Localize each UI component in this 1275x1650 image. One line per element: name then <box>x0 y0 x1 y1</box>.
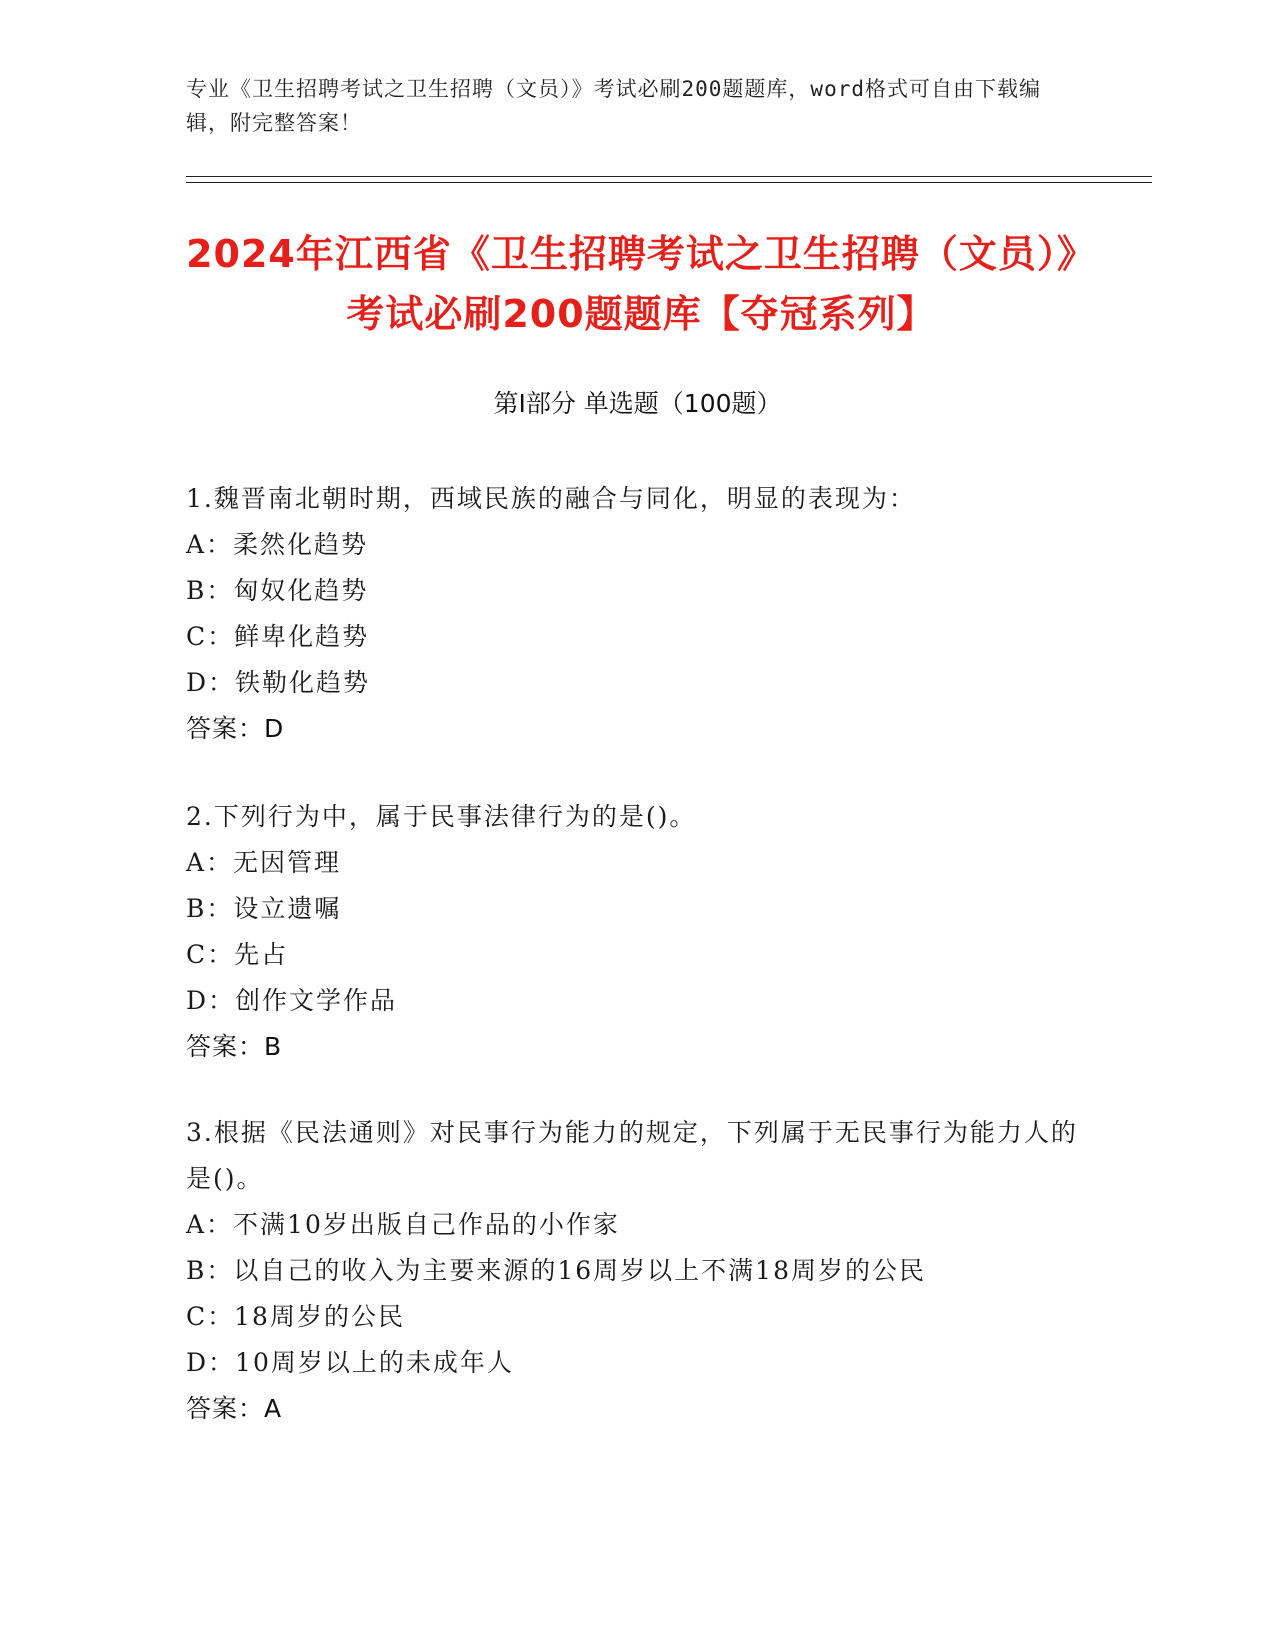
header-note: 专业《卫生招聘考试之卫生招聘（文员）》考试必刷200题题库，word格式可自由下载编辑，附完整答案！ <box>186 77 1041 135</box>
question-2 <box>186 794 1086 1070</box>
question-stem: 2.下列行为中，属于民事法律行为的是()。 <box>186 802 697 831</box>
option-c: C：先占 <box>186 940 289 969</box>
question-1 <box>186 476 1086 752</box>
answer-line: 答案：D <box>186 714 285 743</box>
option-b: B：以自己的收入为主要来源的16周岁以上不满18周岁的公民 <box>186 1256 926 1285</box>
option-b: B：匈奴化趋势 <box>186 576 369 605</box>
question-3 <box>186 1110 1086 1432</box>
question-stem: 3.根据《民法通则》对民事行为能力的规定，下列属于无民事行为能力人的是()。 <box>186 1118 1078 1193</box>
document-title: 2024年江西省《卫生招聘考试之卫生招聘（文员）》考试必刷200题题库【夺冠系列】 <box>186 232 1096 336</box>
answer-line: 答案：A <box>186 1394 283 1423</box>
option-a: A：无因管理 <box>186 848 342 877</box>
option-d: D：创作文学作品 <box>186 986 398 1015</box>
option-a: A：柔然化趋势 <box>186 530 369 559</box>
option-d: D：10周岁以上的未成年人 <box>186 1348 514 1377</box>
option-a: A：不满10岁出版自己作品的小作家 <box>186 1210 620 1239</box>
option-d: D：铁勒化趋势 <box>186 668 371 697</box>
header-divider-top <box>186 176 1152 177</box>
header-divider-bottom <box>186 182 1152 183</box>
answer-line: 答案：B <box>186 1032 283 1061</box>
option-c: C：18周岁的公民 <box>186 1302 405 1331</box>
option-b: B：设立遗嘱 <box>186 894 342 923</box>
question-stem: 1.魏晋南北朝时期，西域民族的融合与同化，明显的表现为： <box>186 484 916 513</box>
option-c: C：鲜卑化趋势 <box>186 622 370 651</box>
section-heading: 第I部分 单选题（100题） <box>493 389 782 418</box>
